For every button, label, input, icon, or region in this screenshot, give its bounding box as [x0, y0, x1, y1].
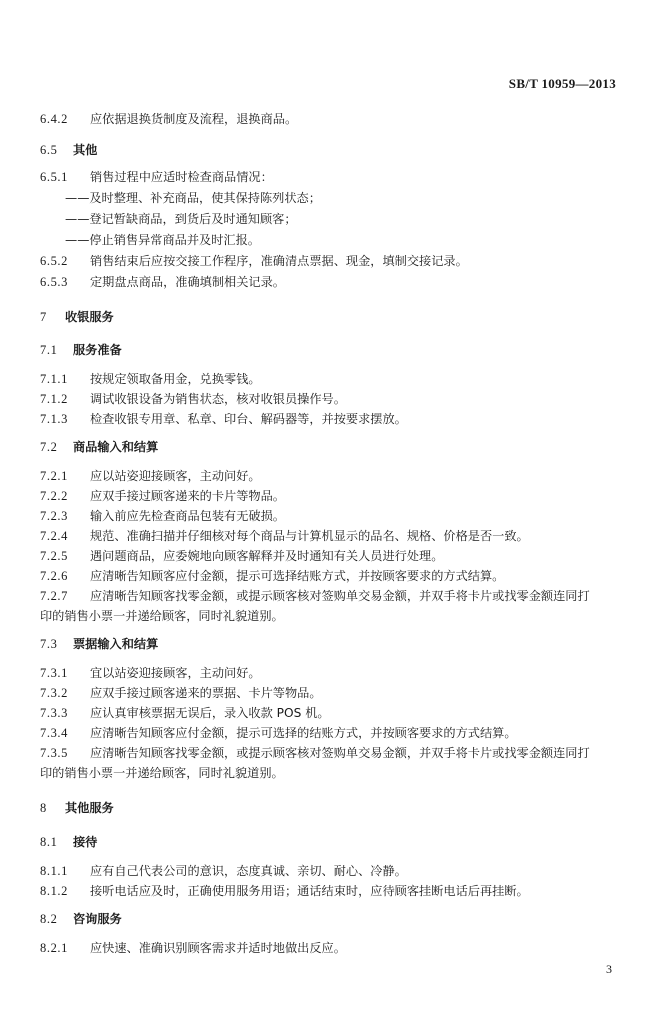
clause-number: 8.2.1 [40, 941, 68, 955]
clause-text: 销售过程中应适时检查商品情况： [90, 170, 273, 184]
section-number: 8.1 [40, 835, 58, 849]
clause-text: 应双手接过顾客递来的卡片等物品。 [90, 489, 285, 503]
clause-number: 7.3.1 [40, 666, 68, 680]
clause-text: 宜以站姿迎接顾客，主动问好。 [90, 666, 261, 680]
section-title: 接待 [73, 835, 98, 849]
clause-number: 7.2.4 [40, 529, 68, 543]
clause-number: 7.1.3 [40, 412, 68, 426]
clause-number: 7.2.6 [40, 569, 68, 583]
clause-text: 检查收银专用章、私章、印台、解码器等，并按要求摆放。 [90, 412, 407, 426]
clause-number: 7.2.3 [40, 509, 68, 523]
clause-number: 6.5.2 [40, 254, 68, 268]
clause-text: 遇问题商品，应委婉地向顾客解释并及时通知有关人员进行处理。 [90, 549, 444, 563]
section-title: 商品输入和结算 [73, 440, 159, 454]
clause-text: 应以站姿迎接顾客，主动问好。 [90, 469, 261, 483]
section-title: 咨询服务 [73, 912, 122, 926]
clause-number: 7.3.3 [40, 706, 68, 720]
clause-text: 规范、准确扫描并仔细核对每个商品与计算机显示的品名、规格、价格是否一致。 [90, 529, 529, 543]
clause-text: 销售结束后应按交接工作程序，准确清点票据、现金，填制交接记录。 [90, 254, 468, 268]
clause-number: 6.5.3 [40, 275, 68, 289]
clause-number: 7.3.5 [40, 746, 68, 760]
list-item-text: ——登记暂缺商品，到货后及时通知顾客； [65, 212, 297, 226]
clause-number: 7.2.7 [40, 589, 68, 603]
clause-number: 7.3.4 [40, 726, 68, 740]
section-number: 6.5 [40, 143, 58, 157]
chapter-number: 7 [40, 310, 47, 324]
section-title: 服务准备 [73, 343, 122, 357]
standard-code: SB/T 10959—2013 [508, 76, 616, 91]
list-item-text: ——停止销售异常商品并及时汇报。 [65, 233, 260, 247]
clause-text: 应清晰告知顾客找零金额，或提示顾客核对签购单交易金额，并双手将卡片或找零金额连同打 [90, 746, 590, 760]
section-title: 其他 [73, 143, 98, 157]
clause-number: 7.1.1 [40, 372, 68, 386]
clause-number: 8.1.2 [40, 884, 68, 898]
clause-number: 7.2.2 [40, 489, 68, 503]
clause-number: 6.4.2 [40, 112, 68, 126]
section-number: 8.2 [40, 912, 58, 926]
clause-text: 应清晰告知顾客应付金额，提示可选择的结账方式，并按顾客要求的方式结算。 [90, 726, 517, 740]
clause-number: 6.5.1 [40, 170, 68, 184]
section-number: 7.3 [40, 637, 58, 651]
clause-number: 7.1.2 [40, 392, 68, 406]
chapter-title: 收银服务 [65, 310, 114, 324]
clause-number: 7.3.2 [40, 686, 68, 700]
continuation-text: 印的销售小票一并递给顾客，同时礼貌道别。 [40, 609, 284, 623]
clause-text: 输入前应先检查商品包装有无破损。 [90, 509, 285, 523]
section-number: 7.1 [40, 343, 58, 357]
clause-number: 8.1.1 [40, 864, 68, 878]
clause-text: 应依据退换货制度及流程，退换商品。 [90, 112, 298, 126]
clause-text: 应快速、准确识别顾客需求并适时地做出反应。 [90, 941, 346, 955]
clause-text: 应有自己代表公司的意识，态度真诚、亲切、耐心、冷静。 [90, 864, 407, 878]
clause-number: 7.2.5 [40, 549, 68, 563]
section-number: 7.2 [40, 440, 58, 454]
clause-number: 7.2.1 [40, 469, 68, 483]
chapter-title: 其他服务 [65, 801, 114, 815]
chapter-number: 8 [40, 801, 47, 815]
clause-text: 应认真审核票据无误后，录入收款 POS 机。 [90, 706, 330, 720]
clause-text: 接听电话应及时，正确使用服务用语；通话结束时，应待顾客挂断电话后再挂断。 [90, 884, 529, 898]
clause-text: 应双手接过顾客递来的票据、卡片等物品。 [90, 686, 322, 700]
list-item-text: ——及时整理、补充商品，使其保持陈列状态； [65, 191, 321, 205]
clause-text: 应清晰告知顾客找零金额，或提示顾客核对签购单交易金额，并双手将卡片或找零金额连同打 [90, 589, 590, 603]
clause-text: 应清晰告知顾客应付金额，提示可选择结账方式，并按顾客要求的方式结算。 [90, 569, 505, 583]
clause-text: 调试收银设备为销售状态，核对收银员操作号。 [90, 392, 346, 406]
clause-text: 按规定领取备用金，兑换零钱。 [90, 372, 261, 386]
section-title: 票据输入和结算 [73, 637, 159, 651]
clause-text: 定期盘点商品，准确填制相关记录。 [90, 275, 285, 289]
page-number: 3 [606, 962, 612, 976]
continuation-text: 印的销售小票一并递给顾客，同时礼貌道别。 [40, 766, 284, 780]
